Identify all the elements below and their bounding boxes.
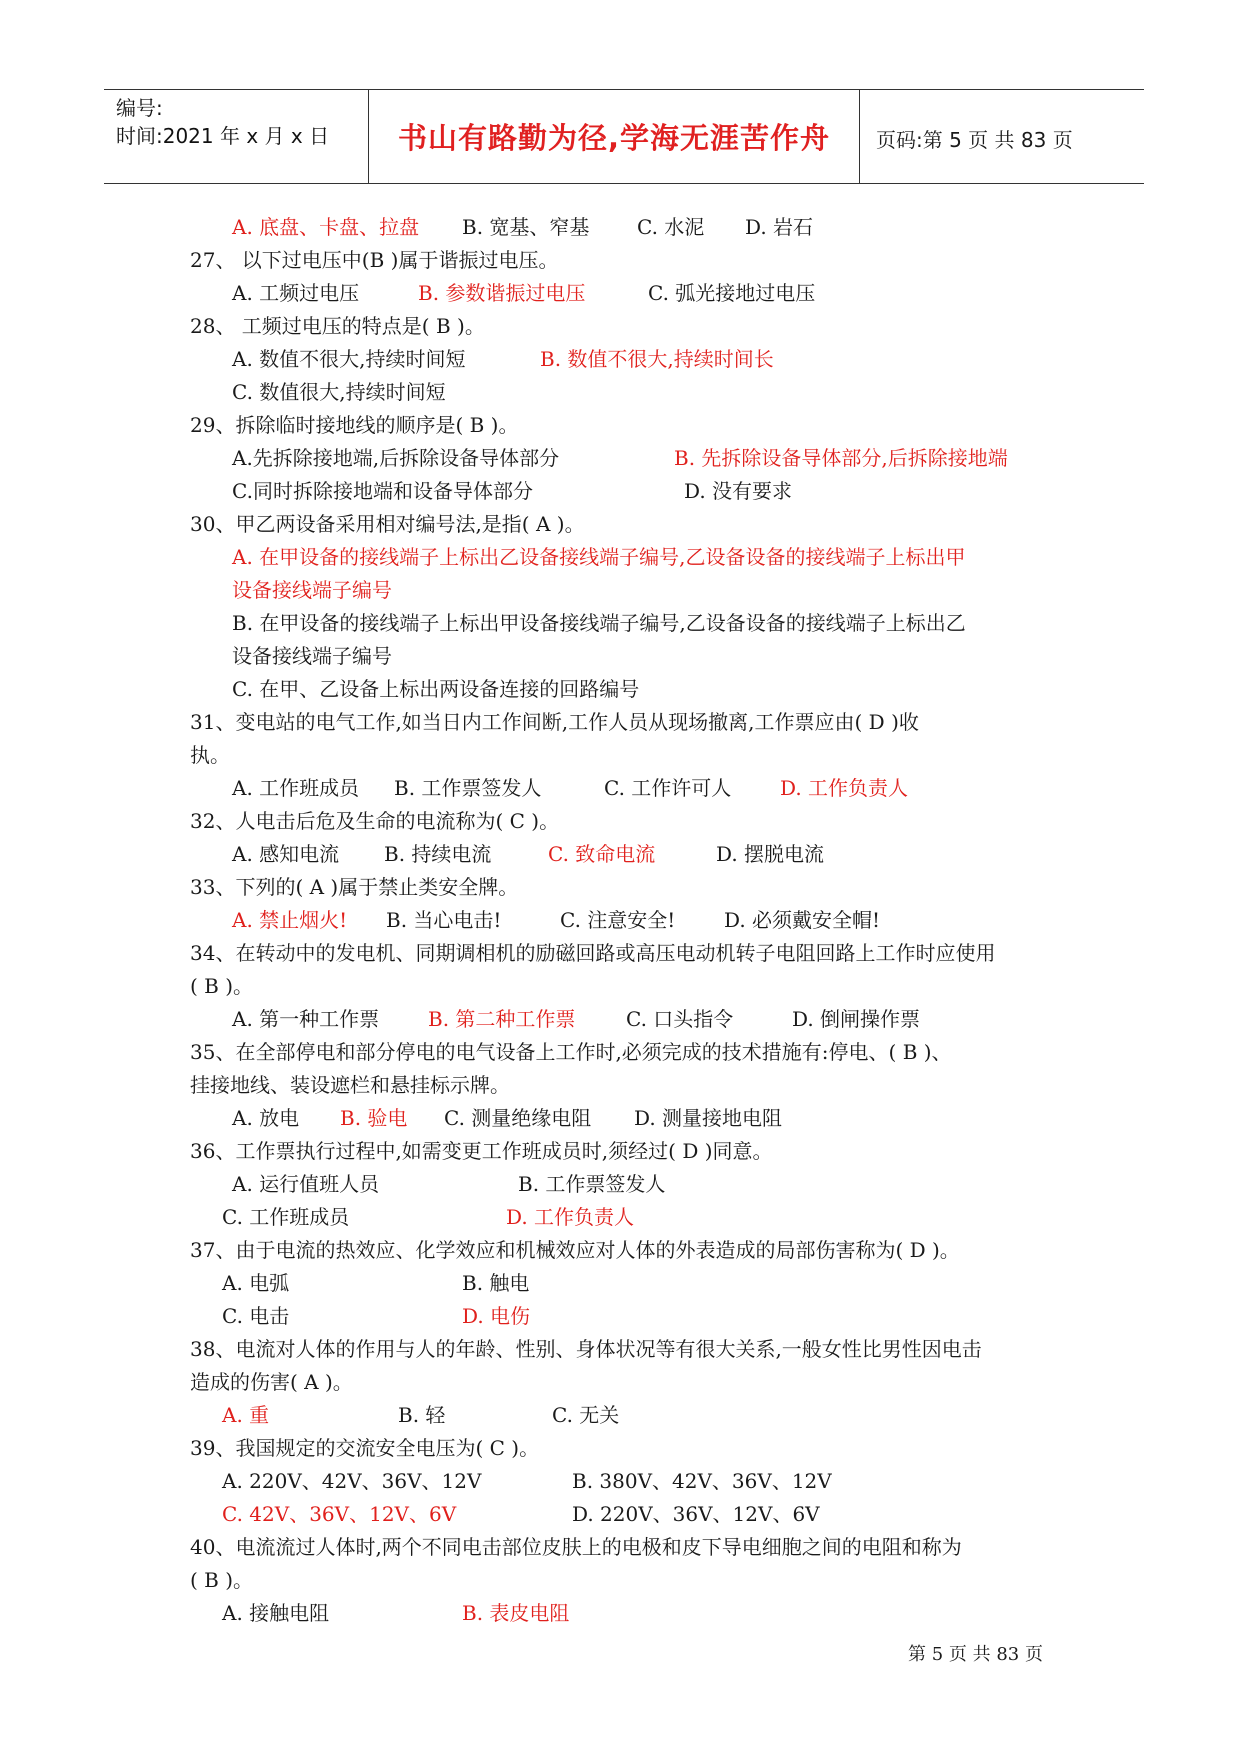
text-segment: C. 数值很大,持续时间短 [232, 380, 446, 404]
text-segment: A. 运行值班人员 [232, 1172, 380, 1196]
answer-option-correct: A. 重 [222, 1403, 270, 1427]
text-segment: ( B )。 [190, 974, 254, 998]
text-segment: D. 倒闸操作票 [792, 1007, 921, 1031]
text-segment: 设备接线端子编号 [232, 644, 392, 668]
header-meta-cell [116, 90, 368, 183]
text-segment: 39、我国规定的交流安全电压为( C )。 [190, 1436, 540, 1460]
text-segment: A. 电弧 [222, 1271, 290, 1295]
text-segment: C. 口头指令 [626, 1007, 734, 1031]
text-segment: 执。 [190, 743, 230, 767]
header-page-cell [860, 90, 1144, 183]
text-segment: B. 380V、42V、36V、12V [572, 1469, 832, 1493]
text-segment: B. 工作票签发人 [394, 776, 542, 800]
text-segment: A. 第一种工作票 [232, 1007, 380, 1031]
text-segment: 35、在全部停电和部分停电的电气设备上工作时,必须完成的技术措施有:停电、( B )、 [190, 1040, 952, 1064]
text-segment: 37、由于电流的热效应、化学效应和机械效应对人体的外表造成的局部伤害称为( D )。 [190, 1238, 960, 1262]
answer-option-correct: B. 第二种工作票 [428, 1007, 576, 1031]
header-page-number: 页码:第 5 页 共 83 页 [876, 128, 1073, 152]
text-segment: 27、 以下过电压中(B )属于谐振过电压。 [190, 248, 559, 272]
text-segment: C. 工作许可人 [604, 776, 732, 800]
text-segment: A. 工作班成员 [232, 776, 360, 800]
answer-option-correct: 设备接线端子编号 [232, 578, 392, 602]
answer-option-correct: A. 底盘、卡盘、拉盘 [232, 215, 420, 239]
answer-option-correct: B. 验电 [340, 1106, 408, 1130]
text-segment: C. 工作班成员 [222, 1205, 350, 1229]
text-segment: B. 宽基、窄基 [462, 215, 590, 239]
text-segment: 36、工作票执行过程中,如需变更工作班成员时,须经过( D )同意。 [190, 1139, 773, 1163]
text-segment: 30、甲乙两设备采用相对编号法,是指( A )。 [190, 512, 585, 536]
text-segment: 28、 工频过电压的特点是( B )。 [190, 314, 485, 338]
text-segment: 31、变电站的电气工作,如当日内工作间断,工作人员从现场撤离,工作票应由( D )收 [190, 710, 919, 734]
doc-time-label: 时间:2021 年 x 月 x 日 [116, 124, 330, 148]
text-segment: A. 感知电流 [232, 842, 340, 866]
doc-number-label: 编号: [116, 96, 163, 120]
answer-option-correct: B. 参数谐振过电压 [418, 281, 586, 305]
text-segment: C. 在甲、乙设备上标出两设备连接的回路编号 [232, 677, 640, 701]
text-segment: A.先拆除接地端,后拆除设备导体部分 [232, 446, 560, 470]
header-motto-cell [368, 90, 860, 183]
text-segment: 33、下列的( A )属于禁止类安全牌。 [190, 875, 519, 899]
page-footer: 第 5 页 共 83 页 [908, 1644, 1043, 1665]
text-segment: C. 无关 [552, 1403, 620, 1427]
text-segment: C. 水泥 [637, 215, 705, 239]
answer-option-correct: D. 工作负责人 [780, 776, 909, 800]
text-segment: A. 工频过电压 [232, 281, 360, 305]
text-segment: 挂接地线、装设遮栏和悬挂标示牌。 [190, 1073, 510, 1097]
text-segment: 29、拆除临时接地线的顺序是( B )。 [190, 413, 519, 437]
text-segment: D. 220V、36V、12V、6V [572, 1502, 820, 1526]
text-segment: B. 当心电击! [386, 908, 502, 932]
text-segment: C. 电击 [222, 1304, 290, 1328]
text-segment: B. 持续电流 [384, 842, 492, 866]
text-segment: A. 放电 [232, 1106, 300, 1130]
text-segment: D. 没有要求 [684, 479, 793, 503]
answer-option-correct: B. 表皮电阻 [462, 1601, 570, 1625]
text-segment: C.同时拆除接地端和设备导体部分 [232, 479, 533, 503]
text-segment: 32、人电击后危及生命的电流称为( C )。 [190, 809, 560, 833]
text-segment: D. 岩石 [745, 215, 814, 239]
text-segment: B. 在甲设备的接线端子上标出甲设备接线端子编号,乙设备设备的接线端子上标出乙 [232, 611, 966, 635]
motto-text: 书山有路勤为径,学海无涯苦作舟 [397, 121, 831, 155]
text-segment: A. 220V、42V、36V、12V [222, 1469, 482, 1493]
text-segment: B. 工作票签发人 [518, 1172, 666, 1196]
text-segment: C. 测量绝缘电阻 [444, 1106, 592, 1130]
text-segment: A. 接触电阻 [222, 1601, 330, 1625]
text-segment: D. 测量接地电阻 [634, 1106, 783, 1130]
text-segment: 38、电流对人体的作用与人的年龄、性别、身体状况等有很大关系,一般女性比男性因电击 [190, 1337, 982, 1361]
answer-option-correct: C. 42V、36V、12V、6V [222, 1502, 457, 1526]
text-segment: D. 必须戴安全帽! [724, 908, 881, 932]
text-segment: ( B )。 [190, 1568, 254, 1592]
answer-option-correct: A. 禁止烟火! [232, 908, 348, 932]
text-segment: B. 触电 [462, 1271, 530, 1295]
document-header [104, 89, 1144, 184]
answer-option-correct: C. 致命电流 [548, 842, 656, 866]
answer-option-correct: B. 数值不很大,持续时间长 [540, 347, 774, 371]
text-segment: C. 弧光接地过电压 [648, 281, 816, 305]
text-segment: C. 注意安全! [560, 908, 676, 932]
text-segment: A. 数值不很大,持续时间短 [232, 347, 466, 371]
text-segment: 造成的伤害( A )。 [190, 1370, 353, 1394]
answer-option-correct: D. 电伤 [462, 1304, 531, 1328]
answer-option-correct: B. 先拆除设备导体部分,后拆除接地端 [674, 446, 1008, 470]
text-segment: D. 摆脱电流 [716, 842, 825, 866]
text-segment: B. 轻 [398, 1403, 446, 1427]
text-segment: 40、电流流过人体时,两个不同电击部位皮肤上的电极和皮下导电细胞之间的电阻和称为 [190, 1535, 962, 1559]
text-segment: 34、在转动中的发电机、同期调相机的励磁回路或高压电动机转子电阻回路上工作时应使用 [190, 941, 996, 965]
answer-option-correct: D. 工作负责人 [506, 1205, 635, 1229]
answer-option-correct: A. 在甲设备的接线端子上标出乙设备接线端子编号,乙设备设备的接线端子上标出甲 [232, 545, 966, 569]
